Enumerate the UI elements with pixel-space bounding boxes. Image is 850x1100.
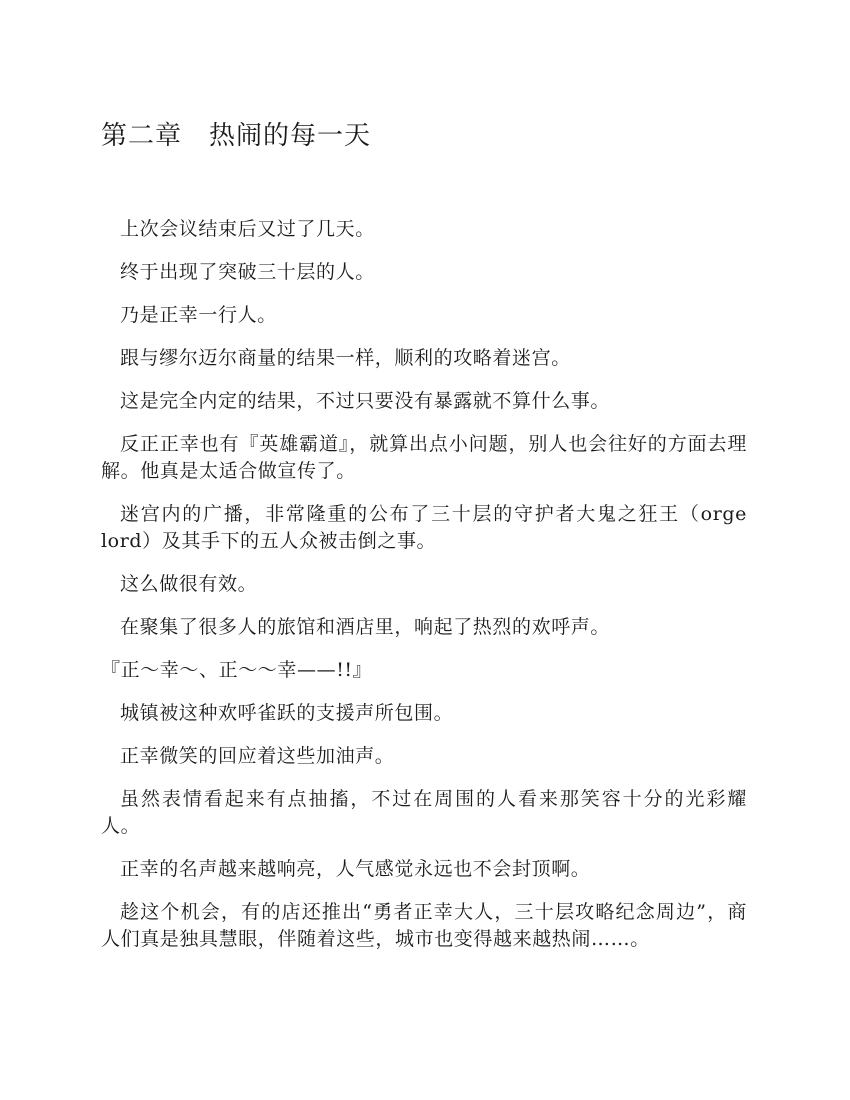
paragraph: 乃是正幸一行人。 [120, 304, 277, 326]
paragraph: 在聚集了很多人的旅馆和酒店里，响起了热烈的欢呼声。 [120, 616, 611, 638]
paragraph: 跟与缪尔迈尔商量的结果一样，顺利的攻略着迷宫。 [120, 347, 571, 369]
paragraph: 反正正幸也有『英雄霸道』，就算出点小问题，别人也会往好的方面去理解。他真是太适合做宣传了。 [101, 433, 747, 482]
paragraph: 这么做很有效。 [120, 573, 258, 595]
paragraph: 这是完全内定的结果，不过只要没有暴露就不算什么事。 [120, 390, 611, 412]
paragraph: 正幸的名声越来越响亮，人气感觉永远也不会封顶啊。 [120, 858, 591, 880]
chapter-title: 第二章 热闹的每一天 [101, 121, 372, 151]
paragraph: 正幸微笑的回应着这些加油声。 [120, 745, 395, 767]
paragraph: 终于出现了突破三十层的人。 [120, 261, 375, 283]
paragraph: 迷宫内的广播，非常隆重的公布了三十层的守护者大鬼之狂王（orge lord）及其手下的五人众被击倒之事。 [101, 503, 747, 552]
chapter-body [101, 216, 747, 969]
dialogue-paragraph: 『正～幸～、正～～幸——!!』 [101, 659, 373, 681]
paragraph: 虽然表情看起来有点抽搐，不过在周围的人看来那笑容十分的光彩耀人。 [101, 788, 747, 837]
paragraph: 城镇被这种欢呼雀跃的支援声所包围。 [120, 702, 454, 724]
paragraph: 趁这个机会，有的店还推出“勇者正幸大人，三十层攻略纪念周边”，商人们真是独具慧眼，伴随着这些，城市也变得越来越热闹……。 [101, 901, 747, 950]
paragraph: 上次会议结束后又过了几天。 [120, 218, 375, 240]
